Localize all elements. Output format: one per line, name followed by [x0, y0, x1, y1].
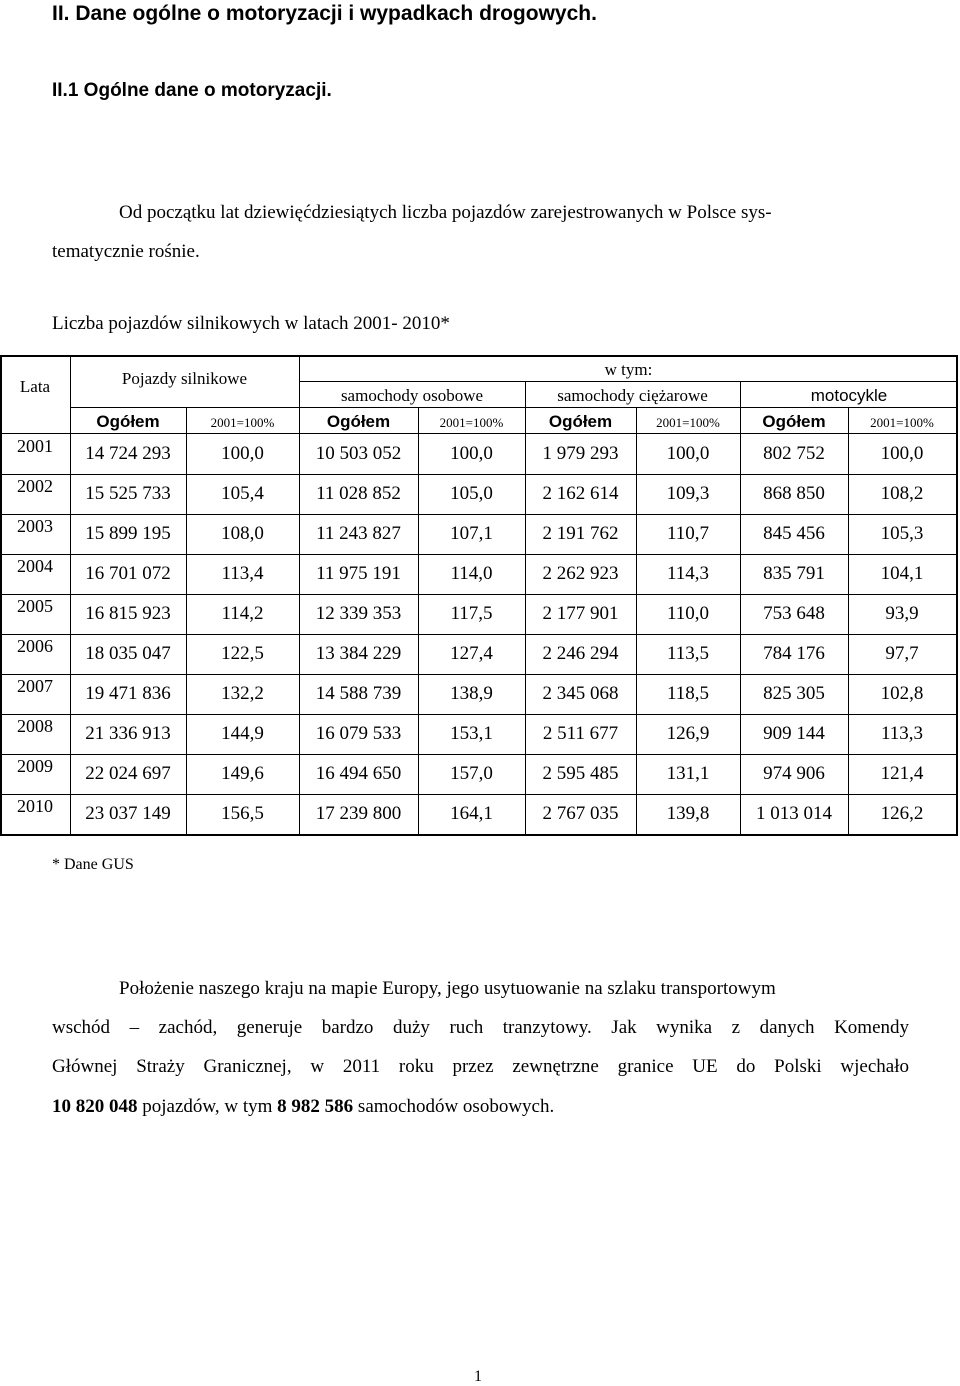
header-lata: Lata — [19, 377, 51, 396]
table-cell: 2 511 677 — [542, 723, 619, 744]
table-cell: 105,4 — [221, 483, 264, 504]
table-cell: 868 850 — [763, 483, 825, 504]
row-year: 2001 — [17, 436, 53, 456]
table-cell: 23 037 149 — [85, 803, 171, 824]
table-cell: 753 648 — [763, 603, 825, 624]
table-border-top — [0, 355, 958, 357]
total-vehicles-value: 10 820 048 — [52, 1096, 138, 1117]
table-cell: 2 345 068 — [542, 683, 619, 704]
table-cell: 97,7 — [885, 643, 919, 664]
table-cell: 15 899 195 — [85, 523, 171, 544]
subheader-index: 2001=100% — [439, 415, 504, 430]
row-divider — [0, 794, 958, 795]
table-cell: 19 471 836 — [85, 683, 171, 704]
table-cell: 12 339 353 — [315, 603, 402, 624]
row-divider — [0, 594, 958, 595]
header-motocykle: motocykle — [810, 386, 888, 405]
paragraph-line-4 — [52, 1096, 554, 1118]
row-year: 2002 — [17, 476, 53, 496]
page-number: 1 — [474, 1368, 482, 1385]
table-cell: 974 906 — [763, 763, 825, 784]
row-divider — [0, 754, 958, 755]
table-cell: 118,5 — [666, 683, 710, 704]
table-cell: 2 595 485 — [542, 763, 619, 784]
table-cell: 107,1 — [450, 523, 493, 544]
paragraph-line-1: Położenie naszego kraju na mapie Europy, jego usytuowanie na szlaku transportowym — [119, 978, 776, 999]
subheader-index: 2001=100% — [210, 415, 275, 430]
row-year: 2010 — [17, 796, 53, 816]
table-cell: 2 191 762 — [542, 523, 619, 544]
divider-h-wtym — [299, 381, 958, 382]
table-cell: 108,0 — [221, 523, 264, 544]
divider-h-header — [0, 433, 958, 434]
table-cell: 100,0 — [880, 443, 924, 464]
table-cell: 11 243 827 — [316, 523, 401, 544]
row-year: 2004 — [17, 556, 53, 576]
row-divider — [0, 474, 958, 475]
table-cell: 105,3 — [880, 523, 924, 544]
table-cell: 126,2 — [880, 803, 924, 824]
table-cell: 126,9 — [666, 723, 710, 744]
header-osobowe: samochody osobowe — [340, 386, 484, 405]
table-cell: 117,5 — [450, 603, 493, 624]
table-cell: 100,0 — [450, 443, 493, 464]
table-cell: 105,0 — [450, 483, 493, 504]
table-cell: 16 494 650 — [315, 763, 402, 784]
table-cell: 13 384 229 — [315, 643, 402, 664]
paragraph-text: samochodów osobowych. — [353, 1096, 555, 1117]
table-cell: 2 246 294 — [542, 643, 619, 664]
paragraph-line-3: Głównej Straży Granicznej, w 2011 roku przez zewnętrzne granice UE do Polski wjechało — [52, 1056, 909, 1077]
table-cell: 104,1 — [880, 563, 924, 584]
table-cell: 110,0 — [666, 603, 710, 624]
footnote: * Dane GUS — [52, 856, 134, 873]
table-cell: 157,0 — [450, 763, 493, 784]
table-cell: 11 028 852 — [316, 483, 401, 504]
subheader-ogolem: Ogółem — [326, 412, 391, 431]
table-cell: 11 975 191 — [316, 563, 401, 584]
table-cell: 784 176 — [763, 643, 825, 664]
table-border-right — [956, 355, 958, 836]
table-cell: 18 035 047 — [85, 643, 171, 664]
row-year: 2005 — [17, 596, 53, 616]
table-cell: 14 588 739 — [315, 683, 402, 704]
subheader-index: 2001=100% — [870, 415, 934, 430]
subheader-index: 2001=100% — [656, 415, 720, 430]
table-cell: 114,3 — [666, 563, 710, 584]
table-cell: 102,8 — [880, 683, 924, 704]
row-year: 2008 — [17, 716, 53, 736]
table-cell: 100,0 — [666, 443, 710, 464]
table-cell: 835 791 — [763, 563, 825, 584]
table-cell: 14 724 293 — [85, 443, 171, 464]
intro-line-2: tematycznie rośnie. — [52, 241, 200, 262]
table-cell: 21 336 913 — [85, 723, 171, 744]
table-cell: 2 162 614 — [542, 483, 619, 504]
table-cell: 110,7 — [666, 523, 710, 544]
section-heading: II. Dane ogólne o motoryzacji i wypadkach drogowych. — [52, 2, 597, 25]
table-cell: 16 079 533 — [315, 723, 402, 744]
table-cell: 1 013 014 — [756, 803, 832, 824]
table-cell: 100,0 — [221, 443, 264, 464]
table-cell: 2 177 901 — [542, 603, 619, 624]
header-pojazdy: Pojazdy silnikowe — [121, 369, 248, 388]
table-cell: 22 024 697 — [85, 763, 171, 784]
table-cell: 127,4 — [450, 643, 493, 664]
divider-h-groups — [70, 407, 958, 408]
table-cell: 909 144 — [763, 723, 825, 744]
table-cell: 121,4 — [880, 763, 924, 784]
row-divider — [0, 554, 958, 555]
row-divider — [0, 634, 958, 635]
table-cell: 122,5 — [221, 643, 264, 664]
table-cell: 131,1 — [666, 763, 710, 784]
row-year: 2003 — [17, 516, 53, 536]
subheader-ogolem: Ogółem — [548, 412, 613, 431]
row-divider — [0, 674, 958, 675]
table-cell: 109,3 — [666, 483, 710, 504]
table-caption: Liczba pojazdów silnikowych w latach 2001- 2010* — [52, 313, 450, 334]
table-cell: 2 262 923 — [542, 563, 619, 584]
table-border-bottom — [0, 834, 958, 836]
table-cell: 802 752 — [763, 443, 825, 464]
table-cell: 845 456 — [763, 523, 825, 544]
paragraph-text: pojazdów, w tym — [137, 1096, 278, 1117]
table-cell: 149,6 — [221, 763, 264, 784]
table-cell: 17 239 800 — [315, 803, 402, 824]
row-year: 2006 — [17, 636, 53, 656]
row-divider — [0, 514, 958, 515]
subheader-ogolem: Ogółem — [96, 412, 160, 431]
table-cell: 2 767 035 — [542, 803, 619, 824]
subsection-heading: II.1 Ogólne dane o motoryzacji. — [52, 80, 332, 101]
table-cell: 16 815 923 — [85, 603, 171, 624]
table-cell: 1 979 293 — [542, 443, 619, 464]
table-cell: 113,4 — [221, 563, 264, 584]
header-w-tym: w tym: — [604, 360, 653, 379]
row-year: 2009 — [17, 756, 53, 776]
row-year: 2007 — [17, 676, 53, 696]
vehicles-table — [0, 355, 958, 836]
table-cell: 15 525 733 — [85, 483, 171, 504]
table-cell: 93,9 — [885, 603, 919, 624]
table-cell: 138,9 — [450, 683, 493, 704]
passenger-cars-value: 8 982 586 — [277, 1096, 354, 1117]
table-cell: 113,3 — [880, 723, 924, 744]
table-cell: 113,5 — [666, 643, 710, 664]
table-cell: 153,1 — [450, 723, 493, 744]
table-cell: 114,2 — [221, 603, 264, 624]
table-cell: 108,2 — [880, 483, 924, 504]
intro-line-1: Od początku lat dziewięćdziesiątych liczba pojazdów zarejestrowanych w Polsce sys- — [119, 202, 772, 223]
table-cell: 144,9 — [221, 723, 264, 744]
table-cell: 825 305 — [763, 683, 825, 704]
row-divider — [0, 714, 958, 715]
table-cell: 132,2 — [221, 683, 264, 704]
header-ciezarowe: samochody ciężarowe — [557, 386, 708, 405]
table-cell: 10 503 052 — [315, 443, 402, 464]
subheader-ogolem: Ogółem — [762, 412, 826, 431]
table-cell: 114,0 — [450, 563, 493, 584]
table-cell: 164,1 — [450, 803, 493, 824]
table-cell: 156,5 — [221, 803, 264, 824]
paragraph-line-2: wschód – zachód, generuje bardzo duży ruch tranzytowy. Jak wynika z danych Komendy — [52, 1017, 909, 1038]
table-cell: 139,8 — [666, 803, 710, 824]
table-cell: 16 701 072 — [85, 563, 171, 584]
